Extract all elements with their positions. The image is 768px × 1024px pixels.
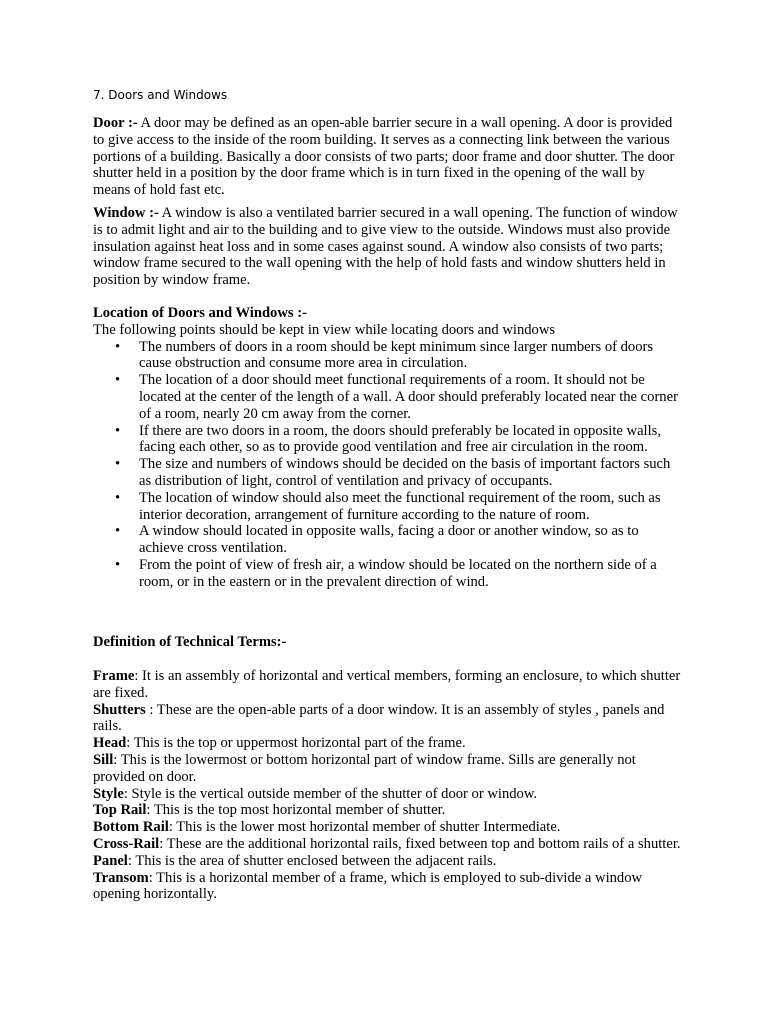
terms-heading: Definition of Technical Terms:-: [93, 634, 287, 650]
term-item: [93, 786, 683, 803]
location-point: • The numbers of doors in a room should be kept minimum since larger numbers of doors cause obstruction and consume more area in circulation.: [93, 339, 683, 373]
term-text: : This is the top or uppermost horizontal part of the frame.: [126, 735, 466, 752]
term-text: : Style is the vertical outside member of the shutter of door or window.: [123, 785, 538, 802]
term-item: [93, 802, 683, 819]
terms-heading-block: [93, 634, 683, 651]
term-name: Head: [93, 735, 127, 752]
location-point: • The location of window should also meet the functional requirement of the room, such as interior decoration, arrangement of furniture according to the nature of room.: [93, 490, 683, 524]
terms-list: [93, 668, 683, 903]
term-item: [93, 668, 683, 702]
location-heading: Location of Doors and Windows :-: [93, 305, 307, 321]
location-point: • A window should located in opposite walls, facing a door or another window, so as to achieve cross ventilation.: [93, 523, 683, 557]
location-intro: The following points should be kept in view while locating doors and windows: [93, 321, 556, 338]
location-point: • The location of a door should meet functional requirements of a room. It should not be located at the center of the length of a wall. A door should preferably located near the corner of a room, nearly 20 cm away from the corner.: [93, 372, 683, 422]
location-point: • If there are two doors in a room, the doors should preferably be located in opposite walls, facing each other, so as to provide good ventilation and free air circulation in the room.: [93, 423, 683, 457]
term-item: [93, 853, 683, 870]
term-name: Frame: [93, 668, 135, 684]
term-item: [93, 870, 683, 904]
term-name: Bottom Rail: [93, 819, 169, 836]
window-text: A window is also a ventilated barrier secured in a wall opening. The function of window is to admit light and air to the building and to give view to the outside. Windows must also provide insulation against heat loss and in some cases against sound. A window also consists of two parts; window frame secured to the wall opening with the help of hold fasts and window shutters held in position by window frame.: [93, 205, 678, 289]
term-text: : This is the top most horizontal member of shutter.: [146, 802, 446, 819]
term-item: [93, 735, 683, 752]
term-item: [93, 819, 683, 836]
location-list: [93, 339, 683, 591]
term-text: : This is the lower most horizontal member of shutter Intermediate.: [168, 819, 561, 836]
document-title: 7. Doors and Windows: [93, 88, 228, 102]
term-text: : This is a horizontal member of a frame, which is employed to sub-divide a window opening horizontally.: [93, 869, 643, 903]
window-definition: [93, 205, 683, 289]
term-item: [93, 752, 683, 786]
door-definition: [93, 115, 683, 199]
term-name: Panel: [93, 852, 128, 869]
term-name: Shutters: [93, 701, 146, 718]
location-point: • The size and numbers of windows should be decided on the basis of important factors such as distribution of light, control of ventilation and privacy of occupants.: [93, 456, 683, 490]
term-text: : This is the area of shutter enclosed between the adjacent rails.: [127, 852, 497, 869]
term-name: Top Rail: [93, 802, 147, 819]
door-text: A door may be defined as an open-able barrier secure in a wall opening. A door is provided to give access to the inside of the room building. It serves as a connecting link between the various portions of a building. Basically a door consists of two parts; door frame and door shutter. The door shutter held in a position by the door frame which is in turn fixed in the opening of the wall by means of hold fast etc.: [93, 115, 675, 199]
term-item: [93, 702, 683, 736]
term-text: : These are the additional horizontal rails, fixed between top and bottom rails of a shutter.: [159, 835, 681, 852]
term-name: Sill: [93, 751, 114, 768]
location-point: • From the point of view of fresh air, a window should be located on the northern side of a room, or in the eastern or in the prevalent direction of wind.: [93, 557, 683, 591]
term-item: [93, 836, 683, 853]
term-text: : It is an assembly of horizontal and vertical members, forming an enclosure, to which shutter are fixed.: [93, 668, 681, 701]
term-name: Cross-Rail: [93, 835, 160, 852]
door-term: Door :-: [93, 115, 138, 131]
term-name: Transom: [93, 869, 149, 886]
term-text: : This is the lowermost or bottom horizontal part of window frame. Sills are generally not provided on door.: [93, 751, 636, 785]
term-text: : These are the open-able parts of a door window. It is an assembly of styles , panels and rails.: [93, 701, 665, 735]
location-section: [93, 305, 683, 591]
term-name: Style: [93, 785, 124, 802]
window-term: Window :-: [93, 205, 159, 221]
